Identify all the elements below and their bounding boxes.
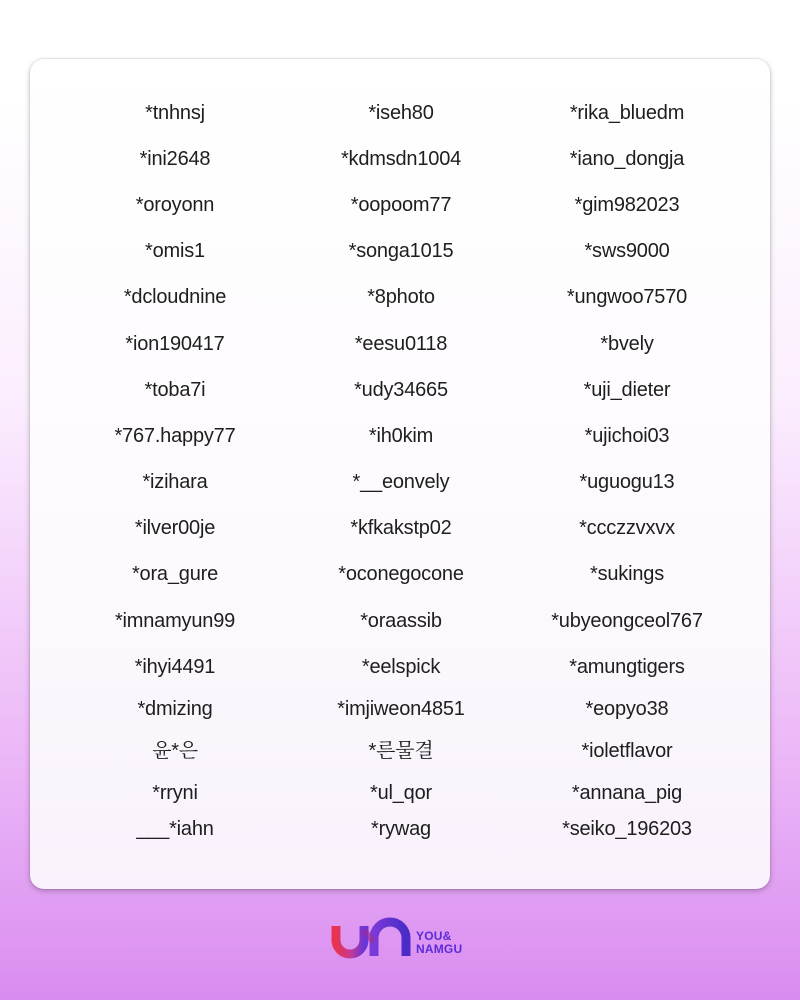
name-entry: *른물결 — [368, 740, 434, 762]
name-entry: *imnamyun99 — [114, 610, 236, 632]
logo-line1: YOU& — [416, 929, 452, 943]
name-entry: *ini2648 — [139, 148, 211, 170]
name-entry: *ion190417 — [125, 333, 225, 355]
name-entry: *ilver00je — [134, 517, 216, 539]
name-entry: *ujichoi03 — [584, 425, 670, 447]
name-entry: *sws9000 — [584, 240, 670, 262]
name-entry: ___*iahn — [136, 818, 214, 840]
name-entry: *omis1 — [145, 240, 205, 262]
name-entry: *ioletflavor — [581, 740, 673, 762]
name-entry: *__eonvely — [352, 471, 450, 493]
name-entry: *tnhnsj — [145, 102, 205, 124]
name-entry: *ihyi4491 — [134, 656, 216, 678]
name-entry: *rywag — [371, 818, 431, 840]
name-entry: *seiko_196203 — [562, 818, 692, 840]
name-entry: *imjiweon4851 — [337, 698, 465, 720]
name-entry: *dcloudnine — [123, 286, 227, 308]
name-entry: *ul_qor — [370, 782, 432, 804]
name-list — [30, 59, 770, 889]
name-entry: *dmizing — [137, 698, 213, 720]
name-entry: *toba7i — [144, 379, 206, 401]
name-entry: *iseh80 — [368, 102, 434, 124]
name-entry: *izihara — [142, 471, 208, 493]
name-entry: *iano_dongja — [569, 148, 685, 170]
name-entry: *amungtigers — [569, 656, 685, 678]
you-and-namgu-logo-icon — [328, 916, 412, 960]
name-entry: *uguogu13 — [579, 471, 675, 493]
name-entry: *gim982023 — [574, 194, 680, 216]
name-entry: *oraassib — [360, 610, 442, 632]
name-entry: *annana_pig — [571, 782, 683, 804]
name-entry: *eesu0118 — [354, 333, 448, 355]
name-entry: *ubyeongceol767 — [551, 610, 703, 632]
name-entry: *songa1015 — [348, 240, 454, 262]
name-entry: 윤*은 — [152, 740, 198, 762]
name-entry: *kfkakstp02 — [350, 517, 452, 539]
name-entry: *oopoom77 — [350, 194, 452, 216]
name-entry: *rika_bluedm — [569, 102, 685, 124]
name-entry: *ungwoo7570 — [566, 286, 688, 308]
name-list-card — [30, 59, 770, 889]
name-entry: *oconegocone — [338, 563, 464, 585]
name-entry: *udy34665 — [354, 379, 448, 401]
name-entry: *bvely — [600, 333, 654, 355]
name-entry: *sukings — [590, 563, 664, 585]
logo-line2: NAMGU — [416, 942, 463, 956]
name-entry: *ccczzvxvx — [579, 517, 675, 539]
name-entry: *8photo — [367, 286, 435, 308]
logo-wordmark — [416, 930, 462, 956]
name-entry: *eelspick — [361, 656, 441, 678]
name-entry: *kdmsdn1004 — [340, 148, 462, 170]
you-and-namgu-logo — [328, 914, 478, 962]
name-entry: *oroyonn — [135, 194, 215, 216]
name-entry: *ora_gure — [131, 563, 219, 585]
name-entry: *eopyo38 — [585, 698, 669, 720]
name-entry: *rryni — [152, 782, 198, 804]
name-entry: *uji_dieter — [583, 379, 671, 401]
name-entry: *ih0kim — [368, 425, 434, 447]
name-entry: *767.happy77 — [114, 425, 236, 447]
